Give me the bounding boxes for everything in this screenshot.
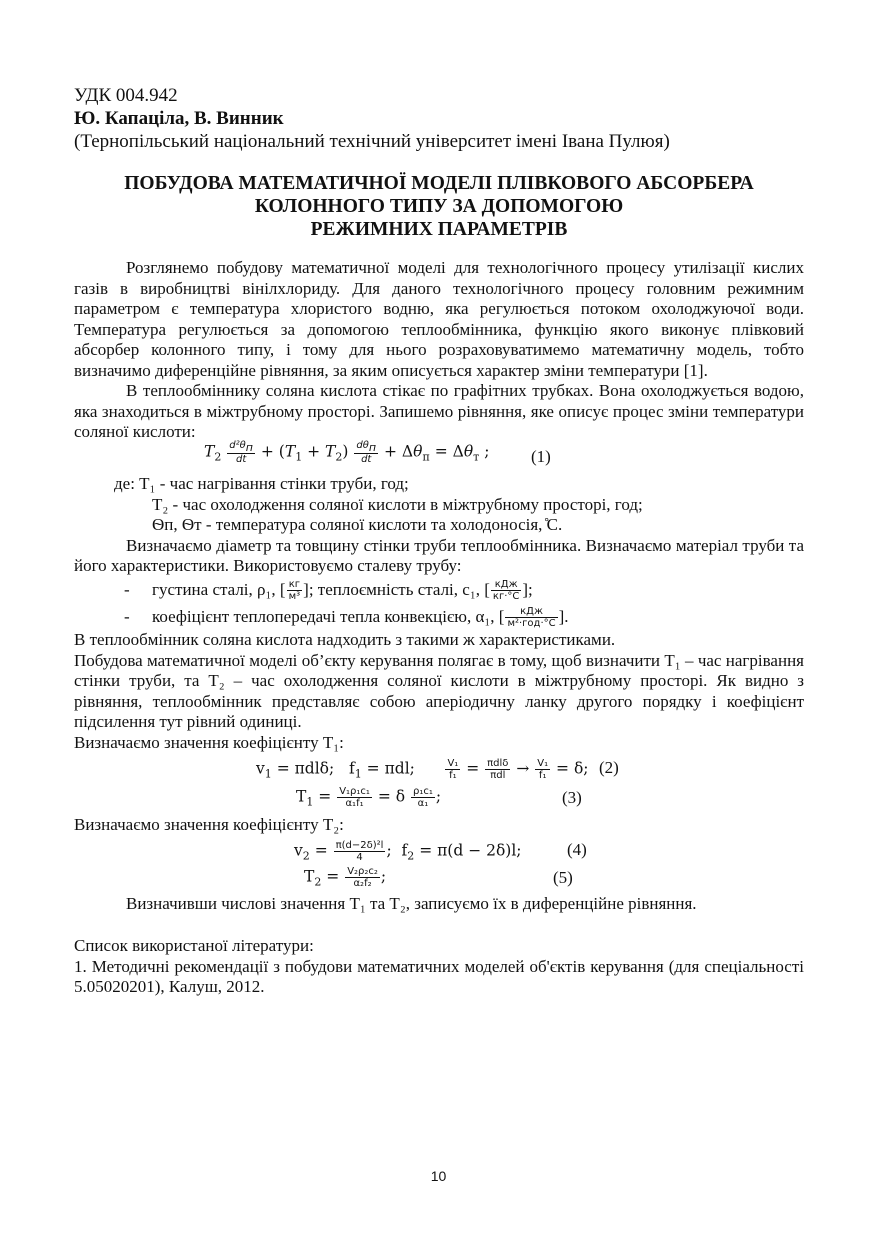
paragraph-intro-block [74,258,804,443]
fraction-dtheta-dt: $\frac{d\theta_п}{dt}$ [356,440,377,465]
paragraph-conclusion: Визначивши числові значення Т₁ та Т₂, записуємо їх в диференційне рівняння. [126,894,697,913]
page-number: 10 [430,1168,447,1184]
definition-t1: де: Т₁ - час нагрівання стінки труби, год; [114,474,409,493]
fraction-pidldelta-pidl: $\frac{\text{πdlδ}}{\text{πdl}}$ [487,758,509,781]
unit-numerator: кДж [505,606,557,618]
references-heading: Список використаної літератури: [74,936,314,955]
fraction-d2theta-dt: $\frac{d^2\theta_п}{dt}$ [229,440,253,465]
fraction-v1-f1: $\frac{\text{V₁}}{\text{f₁}}$ [447,758,459,781]
paragraph-intro: Розглянемо побудову математичної моделі для технологічного процесу утилізації кислих газів в виробництві вінілхлориду. Для даного технологічного процесу головним режимним параметром є температура хлористого водню, яка регулюється потоком охолоджуючої води. Температура регулюється за допомогою теплообмінника, функцію якого виконує плівковий абсорбер колонного типу, і тому для нього розраховуватимемо математичну модель, тобто визначимо диференційне рівняння, за яким описується характер зміни температури [1]. [74,258,804,380]
bullet-end: ]. [558,606,569,626]
unit-denominator: м³ [288,591,301,603]
fraction-v1-f1-b: $\frac{\text{V₁}}{\text{f₁}}$ [537,758,549,781]
equation-5-number: (5) [553,868,573,887]
unit-numerator: кг [287,579,303,591]
paragraph-heat-exchanger: В теплообміннику соляна кислота стікає по графітних трубках. Вона охолоджується водою, яка знаходиться в міжтрубному просторі. Запишемо рівняння, яке описує процес зміни температури соляної кислоти: [74,381,804,441]
equation-3-number: (3) [562,788,582,807]
equation-2-number: (2) [599,758,619,777]
equation-5: $T_2$ = $\frac{\text{V₂ρ₂c₂}}{\text{α₂f₂}}$ ; [304,866,387,889]
paragraph-t2-heading-block [74,815,804,836]
equation-1: $T_2$ $\frac{d^2\theta_п}{dt}$ + $(T_1 + T_2)$ $\frac{d\theta_п}{dt}$ + $\Delta\theta_п = \Delta\theta_т$ ; [204,440,490,465]
bullet-dash: - [124,579,130,599]
bullet-dash: - [124,606,130,626]
bullet-density [74,577,804,603]
udc-code: УДК 004.942 [74,85,178,106]
references [74,936,804,998]
definition-t2: Т₂ - час охолодження соляної кислоти в міжтрубному просторі, год; [152,494,643,514]
equation-1-number: (1) [531,447,551,466]
unit-kg-m3 [287,579,303,602]
definition-theta: Ѳп, Ѳт - температура соляної кислоти та холодоносія, ̊С. [152,515,563,534]
unit-denominator: м²·год·°С [507,618,556,630]
paragraph-conclusion-block [74,894,804,915]
title-line-1: ПОБУДОВА МАТЕМАТИЧНОЇ МОДЕЛІ ПЛІВКОВОГО АБСОРБЕРА [124,173,754,194]
reference-item-1: 1. Методичні рекомендації з побудови математичних моделей об'єктів керування (для спеціальності 5.05020201), Калуш, 2012. [74,956,804,996]
bullet-convection-text: коефіцієнт теплопередачі тепла конвекцією, α₁, [ [152,606,505,626]
fraction-v1p1c1-a1f1: $\frac{\text{V₁ρ₁c₁}}{\text{α₁f₁}}$ [339,786,370,809]
affiliation: (Тернопільський національний технічний університет імені Івана Пулюя) [74,131,670,152]
bullet-convection [74,603,804,631]
equation-4-number: (4) [567,840,587,859]
definitions-block [74,474,804,631]
authors: Ю. Капаціла, В. Винник [74,108,284,129]
fraction-p1c1-a1: $\frac{\text{ρ₁c₁}}{\text{α₁}}$ [413,786,433,809]
paragraph-t2-heading: Визначаємо значення коефіцієнту Т₂: [74,815,344,834]
equation-2: $v_1 = \pi dl\delta$; $f_1 = \pi dl$; $\frac{\text{V₁}}{\text{f₁}}$ = $\frac{\text{πdlδ}}{\text{πdl}}$ → $\frac{\text{V₁}}{\text{f₁}}$ = δ; [256,758,589,781]
bullet-density-text: густина сталі, ρ₁, [ [152,579,286,599]
paragraph-same-characteristics: В теплообмінник соляна кислота надходить з такими ж характеристиками. [74,630,616,649]
title-line-2: КОЛОННОГО ТИПУ ЗА ДОПОМОГОЮ [254,196,624,217]
fraction-v2: $\frac{\text{π(d−2δ)²l}}{4}$ [335,840,384,863]
equation-3: $T_1$ = $\frac{\text{V₁ρ₁c₁}}{\text{α₁f₁}}$ = δ $\frac{\text{ρ₁c₁}}{\text{α₁}}$ ; [296,786,442,809]
unit-kj-m2-h-c [505,606,557,629]
title-line-3: РЕЖИМНИХ ПАРАМЕТРІВ [310,219,568,240]
equation-4: $v_2$ = $\frac{\text{π(d−2δ)²l}}{4}$ ; $f_2 = \pi(d - 2\delta)l$; [294,840,522,863]
paragraph-pipe: Визначаємо діаметр та товщину стінки труби теплообмінника. Визначаємо матеріал труби та його характеристики. Використовуємо сталеву трубу: [74,535,804,575]
unit-kj-kg-c [491,579,521,602]
fraction-v2p2c2-a2f2: $\frac{\text{V₂ρ₂c₂}}{\text{α₂f₂}}$ [347,866,378,889]
unit-numerator: кДж [491,579,521,591]
bullet-heat-capacity-text: ]; теплоємність сталі, с₁, [ [303,579,490,599]
unit-denominator: кг·°С [492,591,520,603]
paragraph-model-goal: Побудова математичної моделі об’єкту керування полягає в тому, щоб визначити Т₁ – час нагрівання стінки труби, та Т₂ – час охолодження соляної кислоти в міжтрубному просторі. Як видно з рівняння, теплообмінник представляє собою аперіодичну ланку другого порядку і коефіцієнт підсилення тут рівний одиниці. [74,650,804,731]
paragraph-model-block [74,630,804,753]
paragraph-t1-heading: Визначаємо значення коефіцієнту Т₁: [74,732,344,752]
bullet-end: ]; [522,579,533,599]
